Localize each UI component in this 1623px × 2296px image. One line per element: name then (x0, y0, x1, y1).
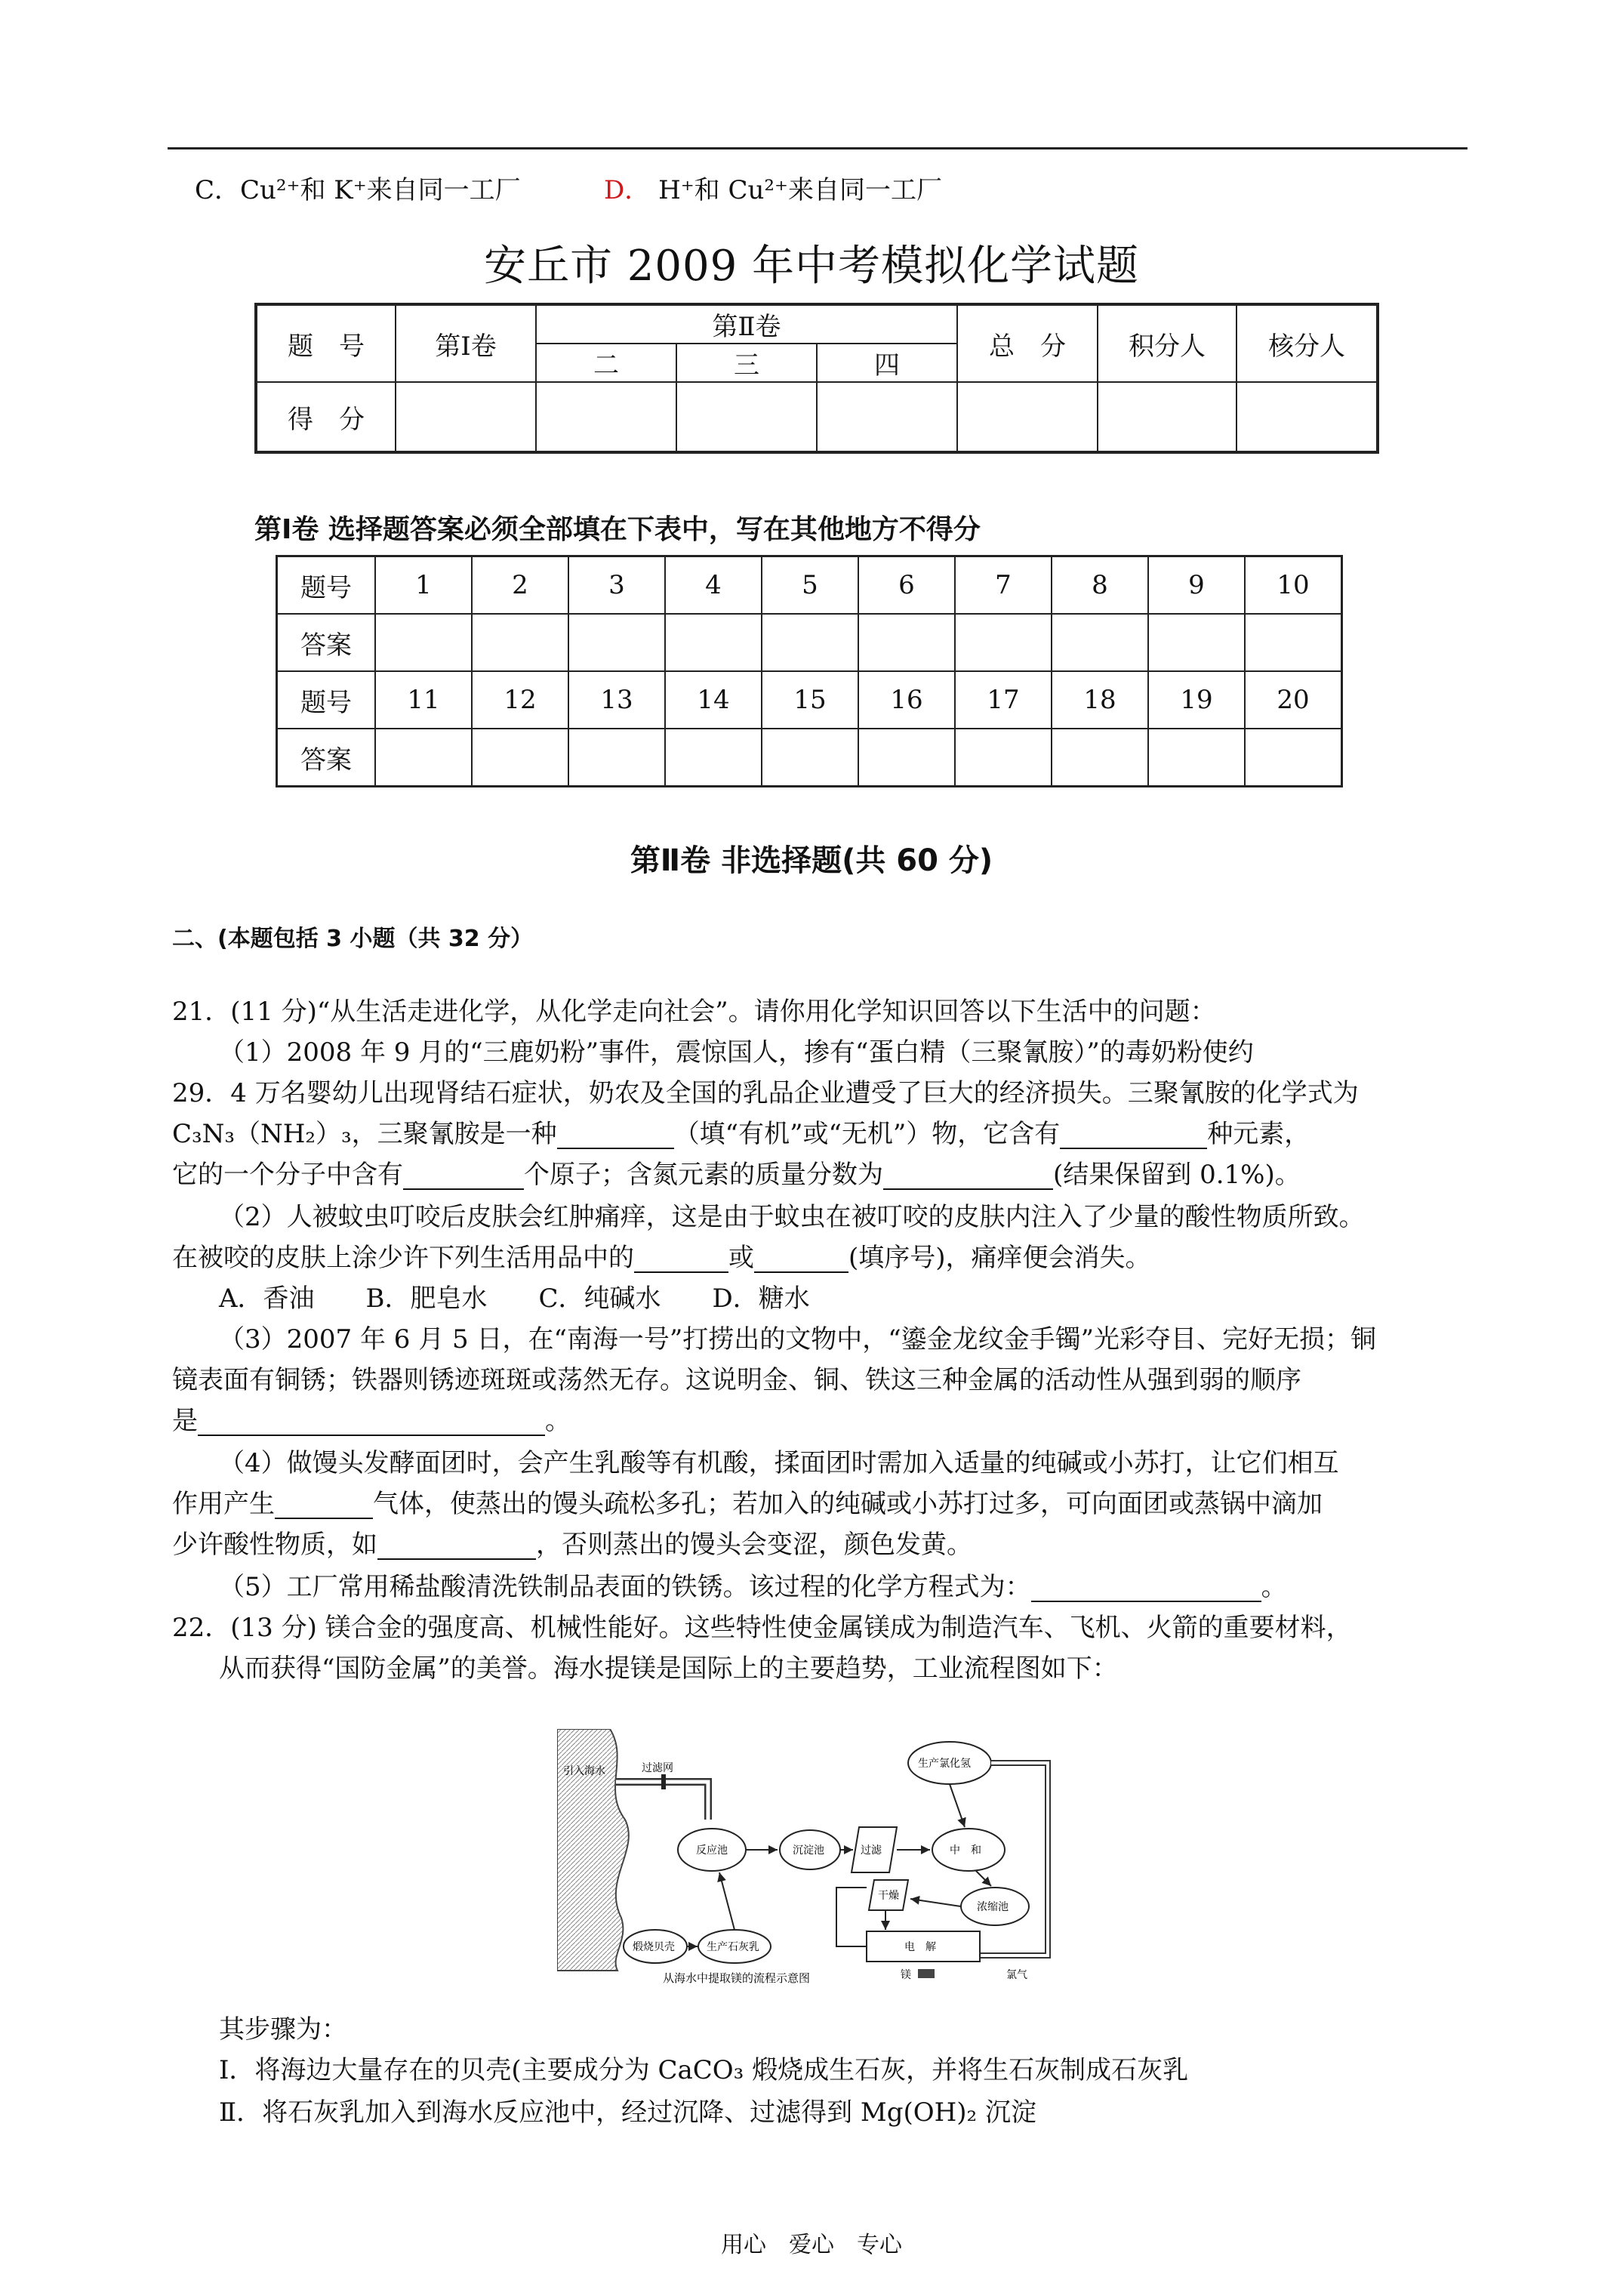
question-number: 14 (665, 671, 762, 729)
option-d-text: H⁺和 Cu²⁺来自同一工厂 (658, 175, 942, 205)
score-table (254, 303, 1379, 454)
answer-cell[interactable] (472, 614, 568, 671)
q21-text: C₃N₃（NH₂）₃，三聚氰胺是一种 (172, 1119, 557, 1149)
q21-text: 个原子；含氮元素的质量分数为 (524, 1160, 883, 1190)
label-daan: 答案 (277, 729, 376, 787)
answer-cell[interactable] (1052, 729, 1148, 787)
question-number: 4 (665, 556, 762, 615)
answer-cell[interactable] (375, 729, 472, 787)
q21-text: 种元素， (1207, 1119, 1310, 1149)
header-juan2: 第Ⅱ卷 (536, 304, 957, 344)
score-cell[interactable] (817, 382, 957, 452)
steps-intro: 其步骤为： (219, 2014, 347, 2045)
answer-cell[interactable] (375, 614, 472, 671)
page-footer: 用心 爱心 专心 (721, 2232, 902, 2258)
section2-heading: 第Ⅱ卷 非选择题(共 60 分) (630, 843, 993, 878)
option-c (195, 175, 521, 205)
answer-cell[interactable] (858, 729, 955, 787)
label-neutral: 中 和 (950, 1845, 981, 1857)
q22-line: 从而获得“国防金属”的美誉。海水提镁是国际上的主要趋势，工业流程图如下： (219, 1653, 1118, 1684)
answer-cell[interactable] (955, 729, 1052, 787)
section1-heading: 第Ⅰ卷 选择题答案必须全部填在下表中，写在其他地方不得分 (254, 514, 981, 545)
question-number: 16 (858, 671, 955, 729)
question-number: 8 (1052, 556, 1148, 615)
q21-line (172, 1530, 972, 1560)
q21-line: （3）2007 年 6 月 5 日，在“南海一号”打捞出的文物中，“鎏金龙纹金手镯”光彩夺目、完好无损；铜 (219, 1324, 1376, 1354)
q21-line: 29．4 万名婴幼儿出现肾结石症状，奶农及全国的乳品企业遭受了巨大的经济损失。三聚氰胺的化学式为 (172, 1078, 1359, 1108)
q21-line: 镜表面有铜锈；铁器则锈迹斑斑或荡然无存。这说明金、铜、铁这三种金属的活动性从强到弱的顺序 (172, 1365, 1301, 1395)
answer-table (276, 555, 1343, 787)
answer-cell[interactable] (568, 729, 665, 787)
q21-line: （1）2008 年 9 月的“三鹿奶粉”事件，震惊国人，掺有“蛋白精（三聚氰胺）”的毒奶粉使约 (219, 1037, 1254, 1068)
q21-line (172, 1406, 571, 1436)
answer-cell[interactable] (472, 729, 568, 787)
q21-line (219, 1572, 1287, 1602)
step-2: Ⅱ．将石灰乳加入到海水反应池中，经过沉降、过滤得到 Mg(OH)₂ 沉淀 (219, 2097, 1036, 2128)
exam-title: 安丘市 2009 年中考模拟化学试题 (483, 242, 1140, 291)
answer-cell[interactable] (1245, 729, 1342, 787)
label-tihao: 题号 (277, 671, 376, 729)
answer-blank[interactable] (634, 1247, 728, 1273)
figure-caption: 从海水中提取镁的流程示意图 (663, 1971, 811, 1985)
label-mg: 镁 (901, 1969, 911, 1981)
answer-cell[interactable] (1148, 614, 1245, 671)
answer-cell[interactable] (762, 614, 858, 671)
label-settle: 沉淀池 (793, 1845, 824, 1857)
label-shell: 煅烧贝壳 (633, 1941, 675, 1953)
answer-blank[interactable] (883, 1164, 1053, 1190)
question-number: 11 (375, 671, 472, 729)
magnesium-flow-diagram (557, 1729, 1093, 1986)
q21-line: 21．(11 分)“从生活走进化学，从化学走向社会”。请你用化学知识回答以下生活中的问题： (172, 997, 1216, 1027)
question-number: 6 (858, 556, 955, 615)
row-defen: 得 分 (256, 382, 396, 452)
q21-text: （5）工厂常用稀盐酸清洗铁制品表面的铁锈。该过程的化学方程式为： (219, 1572, 1031, 1602)
q21-line (172, 1119, 1310, 1149)
label-concentrate: 浓缩池 (977, 1901, 1009, 1913)
answer-blank[interactable] (557, 1123, 674, 1149)
header-sub-2: 二 (536, 344, 676, 382)
answer-blank[interactable] (198, 1410, 545, 1436)
q22-line: 22．(13 分) 镁合金的强度高、机械性能好。这些特性使金属镁成为制造汽车、飞机、火箭的重要材料， (172, 1613, 1352, 1643)
label-electrolysis: 电 解 (904, 1941, 936, 1953)
q21-text: 气体，使蒸出的馒头疏松多孔；若加入的纯碱或小苏打过多，可向面团或蒸锅中滴加 (373, 1489, 1323, 1519)
answer-cell[interactable] (1148, 729, 1245, 787)
answer-blank[interactable] (1031, 1576, 1261, 1602)
answer-cell[interactable] (568, 614, 665, 671)
header-total: 总 分 (957, 304, 1098, 382)
question-number: 2 (472, 556, 568, 615)
label-hcl: 生产氯化氢 (918, 1758, 971, 1770)
mg-ingot-icon (918, 1969, 935, 1978)
q21-text: 少许酸性物质，如 (172, 1530, 377, 1560)
q21-text: (结果保留到 0.1%)。 (1053, 1160, 1301, 1190)
question-number: 7 (955, 556, 1052, 615)
q21-text: (填序号)，痛痒便会消失。 (848, 1243, 1151, 1273)
answer-cell[interactable] (1052, 614, 1148, 671)
q21-line (172, 1160, 1301, 1190)
score-cell[interactable] (1236, 382, 1378, 452)
header-juan1: 第Ⅰ卷 (396, 304, 536, 382)
answer-blank[interactable] (275, 1493, 373, 1519)
answer-blank[interactable] (403, 1164, 524, 1190)
header-jifen: 积分人 (1098, 304, 1236, 382)
label-filter-net: 过滤网 (642, 1762, 673, 1774)
option-d (604, 175, 942, 205)
q21-line: （4）做馒头发酵面团时，会产生乳酸等有机酸，揉面团时需加入适量的纯碱或小苏打，让它们相互 (219, 1448, 1339, 1478)
label-reaction: 反应池 (696, 1845, 728, 1857)
answer-cell[interactable] (665, 729, 762, 787)
answer-cell[interactable] (665, 614, 762, 671)
header-sub-4: 四 (817, 344, 957, 382)
question-number: 1 (375, 556, 472, 615)
label-dry: 干燥 (878, 1890, 899, 1902)
q21-options: A．香油 B．肥皂水 C．纯碱水 D．糖水 (219, 1284, 810, 1314)
score-cell[interactable] (536, 382, 676, 452)
answer-cell[interactable] (1245, 614, 1342, 671)
answer-cell[interactable] (858, 614, 955, 671)
answer-cell[interactable] (955, 614, 1052, 671)
q21-line (172, 1243, 1151, 1273)
option-c-text: C．Cu²⁺和 K⁺来自同一工厂 (195, 175, 521, 205)
q21-text: ，否则蒸出的馒头会变涩，颜色发黄。 (536, 1530, 972, 1560)
label-filter: 过滤 (861, 1845, 882, 1857)
question-number: 13 (568, 671, 665, 729)
question-number: 12 (472, 671, 568, 729)
label-cl2: 氯气 (1006, 1969, 1027, 1981)
question-number: 10 (1245, 556, 1342, 615)
q21-text: 。 (545, 1406, 571, 1436)
header-rule (168, 147, 1467, 149)
question-number: 17 (955, 671, 1052, 729)
score-cell[interactable] (676, 382, 817, 452)
question-number: 9 (1148, 556, 1245, 615)
q21-text: 它的一个分子中含有 (172, 1160, 403, 1190)
q21-line: （2）人被蚊虫叮咬后皮肤会红肿痛痒，这是由于蚊虫在被叮咬的皮肤内注入了少量的酸性物质所致。 (219, 1202, 1365, 1232)
header-tihao: 题 号 (256, 304, 396, 382)
question-number: 5 (762, 556, 858, 615)
score-cell[interactable] (396, 382, 536, 452)
q21-text: 作用产生 (172, 1489, 275, 1519)
q21-text: 或 (728, 1243, 754, 1273)
answer-blank[interactable] (1060, 1123, 1207, 1149)
q21-text: 在被咬的皮肤上涂少许下列生活用品中的 (172, 1243, 634, 1273)
question-number: 18 (1052, 671, 1148, 729)
q21-line (172, 1489, 1323, 1519)
label-lime: 生产石灰乳 (707, 1941, 759, 1953)
label-daan: 答案 (277, 614, 376, 671)
filter-net-icon (661, 1774, 666, 1789)
question-number: 19 (1148, 671, 1245, 729)
answer-blank[interactable] (754, 1247, 848, 1273)
question-number: 15 (762, 671, 858, 729)
step-1: Ⅰ．将海边大量存在的贝壳(主要成分为 CaCO₃ 煅烧成生石灰，并将生石灰制成石灰乳 (219, 2055, 1189, 2085)
header-sub-3: 三 (676, 344, 817, 382)
header-hefen: 核分人 (1236, 304, 1378, 382)
q21-text: 。 (1261, 1572, 1287, 1602)
score-cell[interactable] (1098, 382, 1236, 452)
label-tihao: 题号 (277, 556, 376, 615)
part2-heading: 二、(本题包括 3 小题（共 32 分） (172, 926, 534, 952)
question-number: 20 (1245, 671, 1342, 729)
score-cell[interactable] (957, 382, 1098, 452)
q21-text: 是 (172, 1406, 198, 1436)
label-seawater: 引入海水 (563, 1765, 605, 1777)
answer-cell[interactable] (762, 729, 858, 787)
option-d-letter: D． (604, 175, 651, 205)
answer-blank[interactable] (377, 1534, 536, 1560)
question-number: 3 (568, 556, 665, 615)
q21-text: （填“有机”或“无机”）物，它含有 (673, 1119, 1061, 1149)
